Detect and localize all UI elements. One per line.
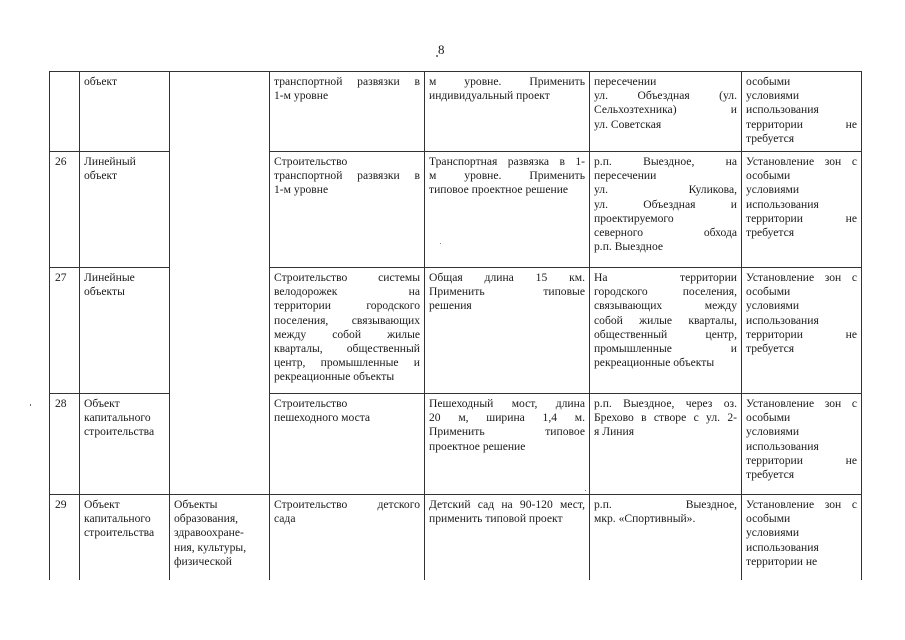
cell-line: пересечении	[594, 169, 657, 183]
cell-line: велодорожек на	[274, 285, 420, 299]
cell-line: ул. Советская	[594, 117, 662, 131]
cell-line: здравоохране-	[174, 526, 244, 540]
cell-line: общественный центр,	[594, 327, 737, 341]
cell-line: особыми	[746, 75, 791, 88]
location-cell	[590, 152, 742, 268]
cell-line: 1-м уровне	[274, 183, 329, 197]
cell-line: капитального	[84, 411, 151, 425]
cell-line: сада	[274, 512, 296, 526]
object-type-cell	[80, 394, 170, 495]
cell-line: строительства	[84, 526, 155, 540]
cell-line: центр, промышленные и	[274, 356, 420, 370]
cell-line: условиями	[746, 299, 800, 313]
cell-line: Применить типовое	[429, 425, 585, 439]
action-cell	[270, 152, 425, 268]
table-row	[50, 495, 862, 581]
cell-line: использования	[746, 313, 819, 327]
cell-line: использования	[746, 439, 819, 453]
object-category-cell	[170, 152, 270, 268]
cell-line: условиями	[746, 526, 800, 540]
cell-line: территории не	[746, 211, 857, 225]
cell-line: На территории	[594, 271, 737, 284]
cell-line: индивидуальный проект	[429, 89, 550, 103]
cell-line: образования,	[174, 512, 239, 526]
action-cell	[270, 72, 425, 152]
cell-line: р.п. Выездное	[594, 240, 664, 254]
cell-line: северного обхода	[594, 226, 737, 240]
zones-cell	[742, 394, 862, 495]
cell-line: ул. Объездная и	[594, 197, 737, 211]
cell-line: м уровне. Применить	[429, 169, 585, 183]
cell-line: Линейный	[84, 155, 136, 168]
cell-line: использования	[746, 540, 819, 554]
cell-line: Транспортная развязка в 1-	[429, 155, 585, 168]
cell-line: рекреационные объекты	[274, 370, 395, 384]
cell-line: физической	[174, 554, 232, 568]
cell-line: 20 м, ширина 1,4 м.	[429, 411, 585, 425]
cell-line: м уровне. Применить	[429, 75, 585, 88]
cell-line: Установление зон с	[746, 271, 857, 284]
row-number: 27	[55, 271, 67, 284]
scan-speck	[440, 243, 441, 244]
cell-line: проектное решение	[429, 439, 526, 453]
cell-line: ния, культуры,	[174, 540, 247, 554]
action-cell	[270, 268, 425, 394]
cell-line: особыми	[746, 411, 791, 425]
description-cell	[425, 394, 590, 495]
cell-line: 1-м уровне	[274, 89, 329, 103]
cell-line: особыми	[746, 169, 791, 183]
cell-line: Брехово в створе с ул. 2-	[594, 411, 737, 425]
zones-cell	[742, 495, 862, 581]
cell-line: между собой жилые	[274, 327, 420, 341]
cell-line: транспортной развязки в	[274, 169, 420, 183]
object-type-cell	[80, 152, 170, 268]
cell-line: типовое проектное решение	[429, 183, 569, 197]
cell-line: особыми	[746, 512, 791, 526]
cell-line: требуется	[746, 131, 795, 145]
object-category-cell	[170, 495, 270, 581]
cell-line: р.п. Выездное, на	[594, 155, 737, 168]
cell-line: требуется	[746, 468, 795, 482]
cell-line: Строительство	[274, 155, 348, 168]
cell-line: Линейные	[84, 271, 135, 284]
cell-line: территории не	[746, 117, 857, 131]
cell-line: промышленные и	[594, 342, 737, 356]
row-number-cell	[50, 394, 80, 495]
table-row	[50, 152, 862, 268]
cell-line: территории не	[746, 327, 857, 341]
description-cell	[425, 72, 590, 152]
cell-line: пересечении	[594, 75, 657, 88]
row-number-cell	[50, 72, 80, 152]
cell-line: Объект	[84, 397, 120, 410]
cell-line: использования	[746, 197, 819, 211]
table-row	[50, 394, 862, 495]
cell-line: капитального	[84, 512, 151, 526]
cell-line: Установление зон с	[746, 155, 857, 168]
cell-line: использования	[746, 103, 819, 117]
row-number-cell	[50, 152, 80, 268]
cell-line: территории не	[746, 554, 818, 568]
description-cell	[425, 268, 590, 394]
cell-line: Строительство системы	[274, 271, 420, 284]
row-number: 26	[55, 155, 67, 168]
cell-line: проектируемого	[594, 211, 674, 225]
cell-line: собой жилые кварталы,	[594, 313, 737, 327]
cell-line: связывающих между	[594, 299, 737, 313]
table-row	[50, 72, 862, 152]
cell-line: городского поселения,	[594, 285, 737, 299]
cell-line: применить типовой проект	[429, 512, 563, 526]
page-number: 8	[438, 42, 445, 57]
table-row	[50, 268, 862, 394]
cell-line: Объекты	[174, 498, 218, 511]
cell-line: Установление зон с	[746, 498, 857, 511]
cell-line: Объект	[84, 498, 120, 511]
action-cell	[270, 394, 425, 495]
cell-line: рекреационные объекты	[594, 356, 715, 370]
location-cell	[590, 495, 742, 581]
zones-cell	[742, 268, 862, 394]
cell-line: территории городского	[274, 299, 420, 313]
cell-line: Применить типовые	[429, 285, 585, 299]
cell-line: ул. Объездная (ул.	[594, 89, 737, 103]
scan-speck	[436, 55, 438, 57]
cell-line: требуется	[746, 342, 795, 356]
row-number: 29	[55, 498, 67, 511]
cell-line: особыми	[746, 285, 791, 299]
location-cell	[590, 394, 742, 495]
cell-line: территории не	[746, 453, 857, 467]
location-cell	[590, 268, 742, 394]
cell-line: Пешеходный мост, длина	[429, 397, 585, 410]
cell-line: мкр. «Спортивный».	[594, 512, 696, 526]
scan-speck	[30, 404, 31, 406]
cell-line: объекты	[84, 285, 125, 299]
zones-cell	[742, 72, 862, 152]
object-type-cell	[80, 495, 170, 581]
cell-line: кварталы, общественный	[274, 342, 420, 356]
cell-line: я Линия	[594, 425, 635, 439]
cell-line: условиями	[746, 89, 800, 103]
object-type-cell	[80, 72, 170, 152]
description-cell	[425, 152, 590, 268]
cell-line: Детский сад на 90-120 мест,	[429, 498, 585, 511]
cell-line: Строительство	[274, 397, 348, 410]
object-category-cell	[170, 72, 270, 152]
scan-speck	[585, 490, 586, 491]
cell-line: поселения, связывающих	[274, 313, 420, 327]
zones-cell	[742, 152, 862, 268]
cell-line: транспортной развязки в	[274, 75, 420, 88]
cell-line: решения	[429, 299, 472, 313]
cell-line: ул. Куликова,	[594, 183, 737, 197]
cell-line: условиями	[746, 425, 800, 439]
object-category-cell	[170, 394, 270, 495]
object-type-cell	[80, 268, 170, 394]
cell-line: Сельхозтехника) и	[594, 103, 737, 117]
row-number-cell	[50, 268, 80, 394]
cell-line: условиями	[746, 183, 800, 197]
cell-line: Общая длина 15 км.	[429, 271, 585, 284]
row-number-cell	[50, 495, 80, 581]
cell-line: р.п. Выездное, через оз.	[594, 397, 737, 410]
description-cell	[425, 495, 590, 581]
object-category-cell	[170, 268, 270, 394]
cell-line: пешеходного моста	[274, 411, 371, 425]
cell-line: р.п. Выездное,	[594, 498, 737, 511]
cell-line: объект	[84, 169, 118, 183]
cell-line: объект	[84, 75, 118, 88]
cell-line: Строительство детского	[274, 498, 420, 511]
cell-line: Установление зон с	[746, 397, 857, 410]
location-cell	[590, 72, 742, 152]
row-number: 28	[55, 397, 67, 410]
cell-line: требуется	[746, 226, 795, 240]
action-cell	[270, 495, 425, 581]
cell-line: строительства	[84, 425, 155, 439]
document-table	[49, 71, 862, 580]
table-body	[50, 72, 862, 581]
